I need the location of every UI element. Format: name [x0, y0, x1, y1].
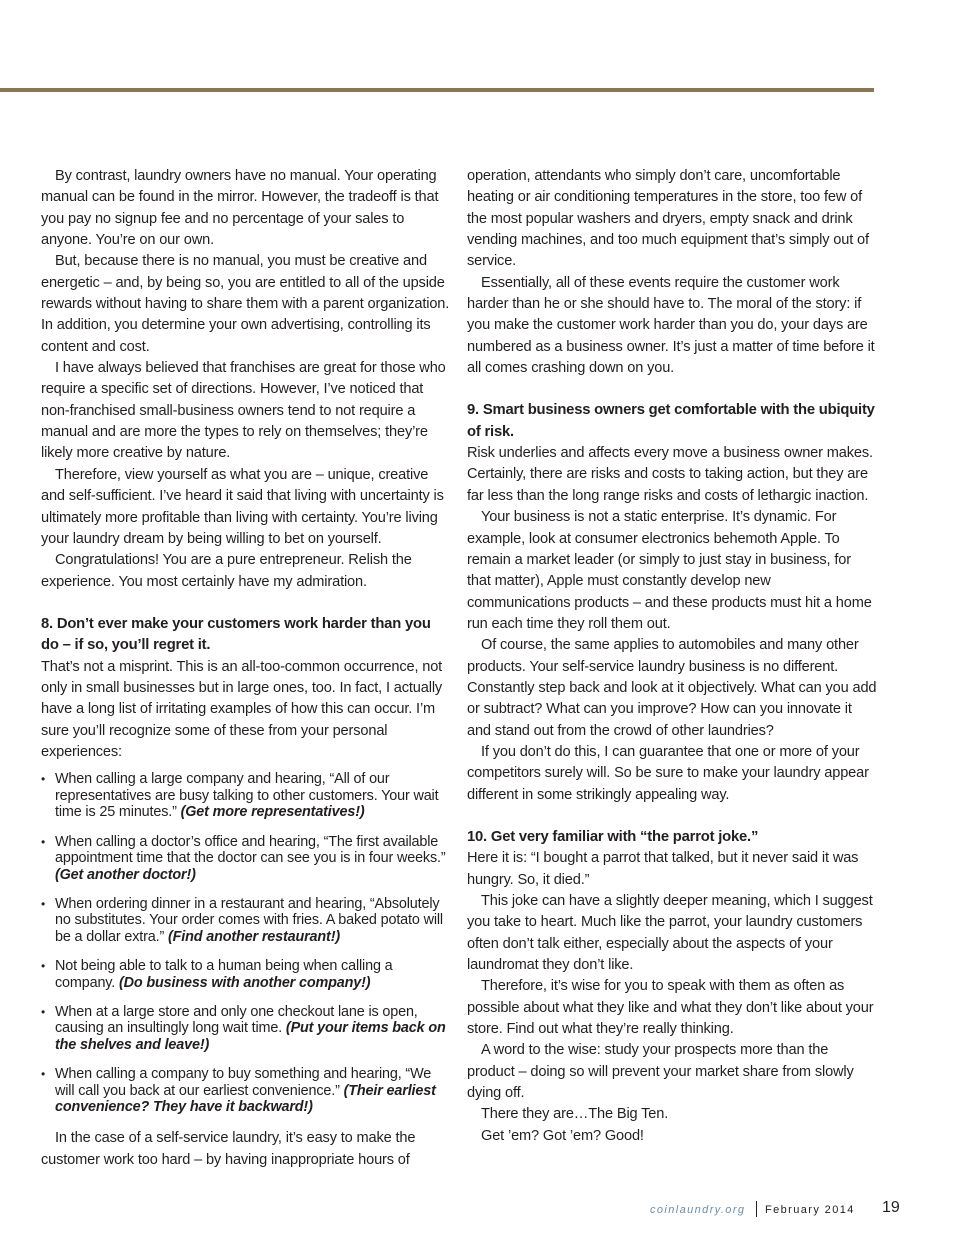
body-paragraph: There they are…The Big Ten. [481, 1106, 669, 1123]
list-item: • When calling a company to buy something and hearing, “We will call you back at our earliest convenience.” (Their earliest convenience? They have it backward!) [41, 1066, 436, 1116]
list-item: • When calling a doctor’s office and hearing, “The first available appointment time that the doctor can see you is in four weeks.” (Get another doctor!) [41, 833, 446, 883]
body-paragraph: Therefore, it’s wise for you to speak with them as often as possible about what they like and what they don’t like about your store. Find out what they’re really thinking. [467, 978, 874, 1038]
body-paragraph: This joke can have a slightly deeper meaning, which I suggest you take to heart. Much like the parrot, your laundry customers often don’t talk either, especially about the aspects of your laundromat they don’t like. [467, 893, 873, 974]
body-paragraph: If you don’t do this, I can guarantee that one or more of your competitors surely will. So be sure to make your laundry appear different in some strikingly appealing way. [467, 743, 869, 803]
body-paragraph: I have always believed that franchises are great for those who require a specific set of directions. However, I’ve noticed that non-franchised small-business owners tend to not require a manual and are more the types to rely on themselves; they’re likely more creative by nature. [41, 360, 446, 462]
section-heading-10: 10. Get very familiar with “the parrot joke.” [467, 828, 759, 845]
body-paragraph: A word to the wise: study your prospects more than the product – doing so will prevent your market share from slowly dying off. [467, 1042, 854, 1102]
footer-divider [756, 1201, 757, 1217]
body-paragraph: In the case of a self-service laundry, it’s easy to make the customer work too hard – by having inappropriate hours of [41, 1130, 416, 1168]
left-column [41, 166, 451, 1171]
site-link[interactable]: coinlaundry.org [650, 1204, 746, 1216]
list-item: • Not being able to talk to a human being when calling a company. (Do business with another company!) [41, 958, 393, 991]
body-paragraph: But, because there is no manual, you must be creative and energetic – and, by being so, you are entitled to all of the upside rewards without having to share them with a parent organization. In addition, you determine your own advertising, controlling its content and cost. [41, 253, 450, 355]
issue-date: February 2014 [765, 1204, 855, 1216]
section-heading-9: 9. Smart business owners get comfortable with the ubiquity of risk. [467, 402, 875, 440]
body-paragraph: Your business is not a static enterprise. It’s dynamic. For example, look at consumer electronics behemoth Apple. To remain a market leader (or simply to just stay in business, for that matter), Apple must constantly develop new communications products – and these products must hit a home run each time they roll them out. [467, 509, 872, 632]
body-paragraph: Congratulations! You are a pure entrepreneur. Relish the experience. You most certainly have my admiration. [41, 552, 412, 590]
body-paragraph: Essentially, all of these events require the customer work harder than he or she should have to. The moral of the story: if you make the customer work harder than you do, your days are numbered as a business owner. It’s just a matter of time before it all comes crashing down on you. [467, 274, 875, 377]
body-paragraph: By contrast, laundry owners have no manual. Your operating manual can be found in the mirror. However, the tradeoff is that you pay no signup fee and no percentage of your sales to anyone. You’re on our own. [41, 168, 439, 249]
list-item: • When at a large store and only one checkout lane is open, causing an insultingly long wait time. (Put your items back on the shelves and leave!) [41, 1003, 446, 1053]
list-item: • When ordering dinner in a restaurant and hearing, “Absolutely no substitutes. Your order comes with fries. A baked potato will be a dollar extra.” (Find another restaurant!) [41, 895, 443, 946]
bullet-list [41, 771, 451, 1116]
right-column [467, 166, 877, 1147]
page-number: 19 [882, 1199, 900, 1216]
body-paragraph: Of course, the same applies to automobiles and many other products. Your self-service laundry business is no different. Constantly step back and look at it objectively. What can you add or subtract? What can you improve? How can you innovate it and stand out from the crowd of other laundries? [467, 637, 877, 739]
body-paragraph: Therefore, view yourself as what you are – unique, creative and self-sufficient. I’ve heard it said that living with uncertainty is ultimately more profitable than living with certainty. You’re living your laundry dream by being willing to bet on yourself. [41, 466, 444, 547]
list-item: • When calling a large company and hearing, “All of our representatives are busy talking to other customers. Your wait time is 25 minutes.” (Get more representatives!) [41, 771, 439, 821]
body-paragraph: Risk underlies and affects every move a business owner makes. Certainly, there are risks and costs to taking action, but they are far less than the long range risks and costs of lethargic inaction. [467, 445, 873, 504]
header-rule [0, 88, 874, 92]
section-heading-8: 8. Don’t ever make your customers work harder than you do – if so, you’ll regret it. [41, 615, 431, 654]
page-footer [600, 1199, 910, 1219]
body-paragraph: operation, attendants who simply don’t care, uncomfortable heating or air conditioning temperatures in the store, too few of the most popular washers and dryers, empty snack and drink vending machines, and too much equipment that’s simply out of service. [467, 168, 869, 270]
body-paragraph: That’s not a misprint. This is an all-too-common occurrence, not only in small businesses but in large ones, too. In fact, I actually have a long list of irritating examples of how this can occur. I’m sure you’ll recognize some of these from your personal experiences: [41, 658, 443, 760]
body-paragraph: Here it is: “I bought a parrot that talked, but it never said it was hungry. So, it died.” [467, 850, 859, 888]
body-paragraph: Get ’em? Got ’em? Good! [481, 1127, 644, 1144]
